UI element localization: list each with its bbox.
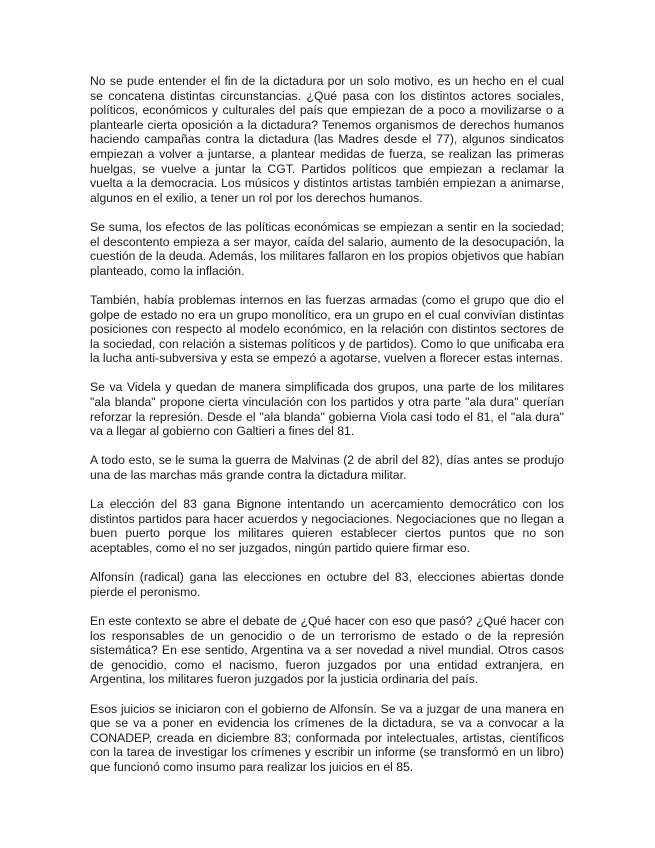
paragraph-4: Se va Videla y quedan de manera simplificada dos grupos, una parte de los militares "ala blanda" propone cierta vinculación con los partidos y otra parte "ala dura" querían reforzar la represión. Desde el "ala blanda" gobierna Viola casi todo el 81, el "ala dura" va a llegar al gobierno con Galtieri a fines del 81. [90,380,564,439]
paragraph-3: También, había problemas internos en las fuerzas armadas (como el grupo que dio el golpe de estado no era un grupo monolítico, era un grupo en el cual convivían distintas posiciones con respecto al modelo económico, en la relación con distintos sectores de la sociedad, con relación a sistemas políticos y de partidos). Como lo que unificaba era la lucha anti-subversiva y esta se empezó a agotarse, vuelven a florecer estas internas. [90,292,564,366]
paragraph-5: A todo esto, se le suma la guerra de Malvinas (2 de abril del 82), días antes se produjo una de las marchas más grande contra la dictadura militar. [90,453,564,483]
document-page [90,74,564,789]
paragraph-1: No se pude entender el fin de la dictadura por un solo motivo, es un hecho en el cual se concatena distintas circunstancias. ¿Qué pasa con los distintos actores sociales, políticos, económicos y culturales del país que empiezan de a poco a movilizarse o a plantearle cierta oposición a la dictadura? Tenemos organismos de derechos humanos haciendo campañas contra la dictadura (las Madres desde el 77), algunos sindicatos empiezan a volver a juntarse, a plantear medidas de fuerza, se realizan las primeras huelgas, se vuelve a juntar la CGT. Partidos políticos que empiezan a reclamar la vuelta a la democracia. Los músicos y distintos artistas también empiezan a animarse, algunos en el exilio, a tener un rol por los derechos humanos. [90,74,564,205]
paragraph-9: Esos juicios se iniciaron con el gobierno de Alfonsín. Se va a juzgar de una manera en que se va a poner en evidencia los crímenes de la dictadura, se va a convocar a la CONADEP, creada en diciembre 83; conformada por intelectuales, artistas, científicos con la tarea de investigar los crímenes y escribir un informe (se transformó en un libro) que funcionó como insumo para realizar los juicios en el 85. [90,701,564,774]
paragraph-8: En este contexto se abre el debate de ¿Qué hacer con eso que pasó? ¿Qué hacer con los responsables de un genocidio o de un terrorismo de estado o de la represión sistemática? En ese sentido, Argentina va a ser novedad a nivel mundial. Otros casos de genocidio, como el nacismo, fueron juzgados por una entidad extranjera, en Argentina, los militares fueron juzgados por la justicia ordinaria del país. [90,613,564,687]
paragraph-7: Alfonsín (radical) gana las elecciones en octubre del 83, elecciones abiertas donde pierde el peronismo. [90,570,564,599]
paragraph-2: Se suma, los efectos de las políticas económicas se empiezan a sentir en la sociedad; el descontento empieza a ser mayor, caída del salario, aumento de la desocupación, la cuestión de la deuda. Además, los militares fallaron en los propios objetivos que habían planteado, como la inflación. [90,219,564,278]
paragraph-6: La elección del 83 gana Bignone intentando un acercamiento democrático con los distintos partidos para hacer acuerdos y negociaciones. Negociaciones que no llegan a buen puerto porque los militares quieren establecer ciertos puntos que no son aceptables, como el no ser juzgados, ningún partido quiere firmar eso. [90,497,564,555]
